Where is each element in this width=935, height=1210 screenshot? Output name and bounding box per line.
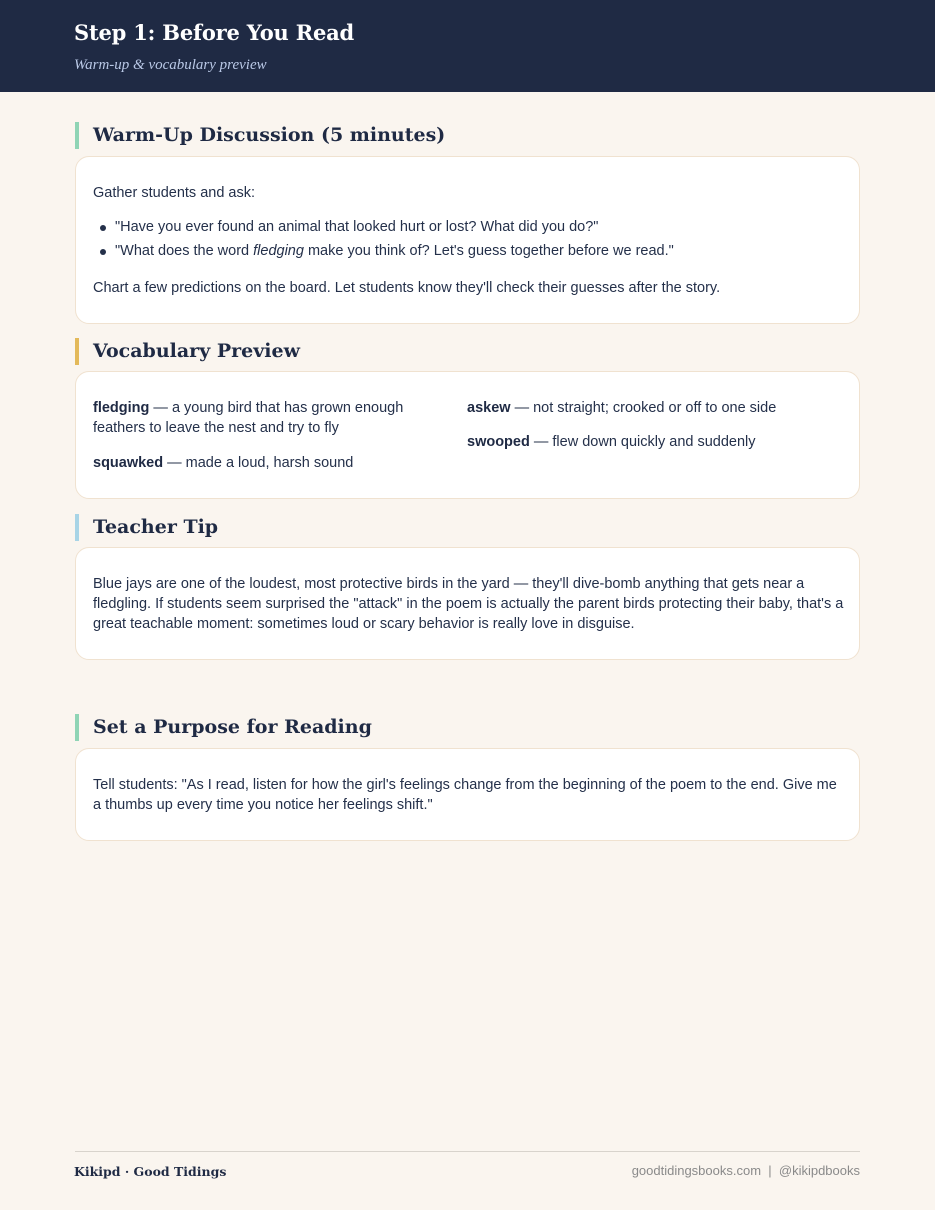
vocab-item [93, 398, 443, 438]
page-title: Step 1: Before You Read [74, 20, 355, 45]
warmup-question [93, 215, 843, 239]
warmup-question-keyword: fledging [253, 243, 304, 259]
vocab-term: askew [467, 400, 511, 416]
warmup-question [93, 239, 843, 263]
purpose-card [75, 748, 860, 841]
vocab-term: fledging [93, 400, 150, 416]
vocab-item [93, 453, 443, 473]
vocab-definition: — made a loud, harsh sound [163, 455, 354, 471]
footer-brand: Kikipd · Good Tidings [74, 1164, 227, 1179]
page-header [0, 0, 935, 92]
warmup-heading: Warm-Up Discussion (5 minutes) [75, 122, 445, 149]
tip-card [75, 547, 860, 660]
bullet-icon [100, 225, 106, 231]
warmup-intro: Gather students and ask: [93, 185, 256, 201]
warmup-question-text-end: make you think of? Let's guess together before we read." [303, 243, 674, 259]
footer-contact: goodtidingsbooks.com | @kikipdbooks [631, 1163, 860, 1178]
vocab-definition: — a young bird that has grown enough feathers to leave the nest and try to fly [93, 400, 404, 436]
footer-divider [75, 1151, 860, 1152]
tip-body: Blue jays are one of the loudest, most protective birds in the yard — they'll dive-bomb anything that gets near a fledgling. If students seem surprised the "attack" in the poem is actually the parent birds protecting their baby, that's a great teachable moment: sometimes loud or scary behavior is really love in disguise. [93, 576, 844, 632]
warmup-question-text: "Have you ever found an animal that looked hurt or lost? What did you do?" [115, 219, 599, 235]
purpose-body: Tell students: "As I read, listen for how the girl's feelings change from the beginning of the poem to the end. Give me a thumbs up every time you notice her feelings shift." [93, 777, 837, 813]
warmup-closing: Chart a few predictions on the board. Let students know they'll check their guesses after the story. [93, 280, 721, 296]
vocab-term: squawked [93, 455, 164, 471]
bullet-icon [100, 249, 106, 255]
purpose-heading: Set a Purpose for Reading [75, 714, 372, 741]
page-subtitle: Warm-up & vocabulary preview [74, 57, 267, 73]
vocab-item [467, 432, 847, 452]
vocab-item [467, 398, 847, 418]
vocab-definition: — not straight; crooked or off to one side [510, 400, 777, 416]
vocab-heading: Vocabulary Preview [75, 338, 300, 365]
vocab-card [75, 371, 860, 499]
tip-heading: Teacher Tip [75, 514, 218, 541]
warmup-card [75, 156, 860, 324]
vocab-definition: — flew down quickly and suddenly [529, 434, 756, 450]
vocab-term: swooped [467, 434, 530, 450]
warmup-question-text-start: "What does the word [115, 243, 254, 259]
warmup-question-list [93, 215, 843, 263]
